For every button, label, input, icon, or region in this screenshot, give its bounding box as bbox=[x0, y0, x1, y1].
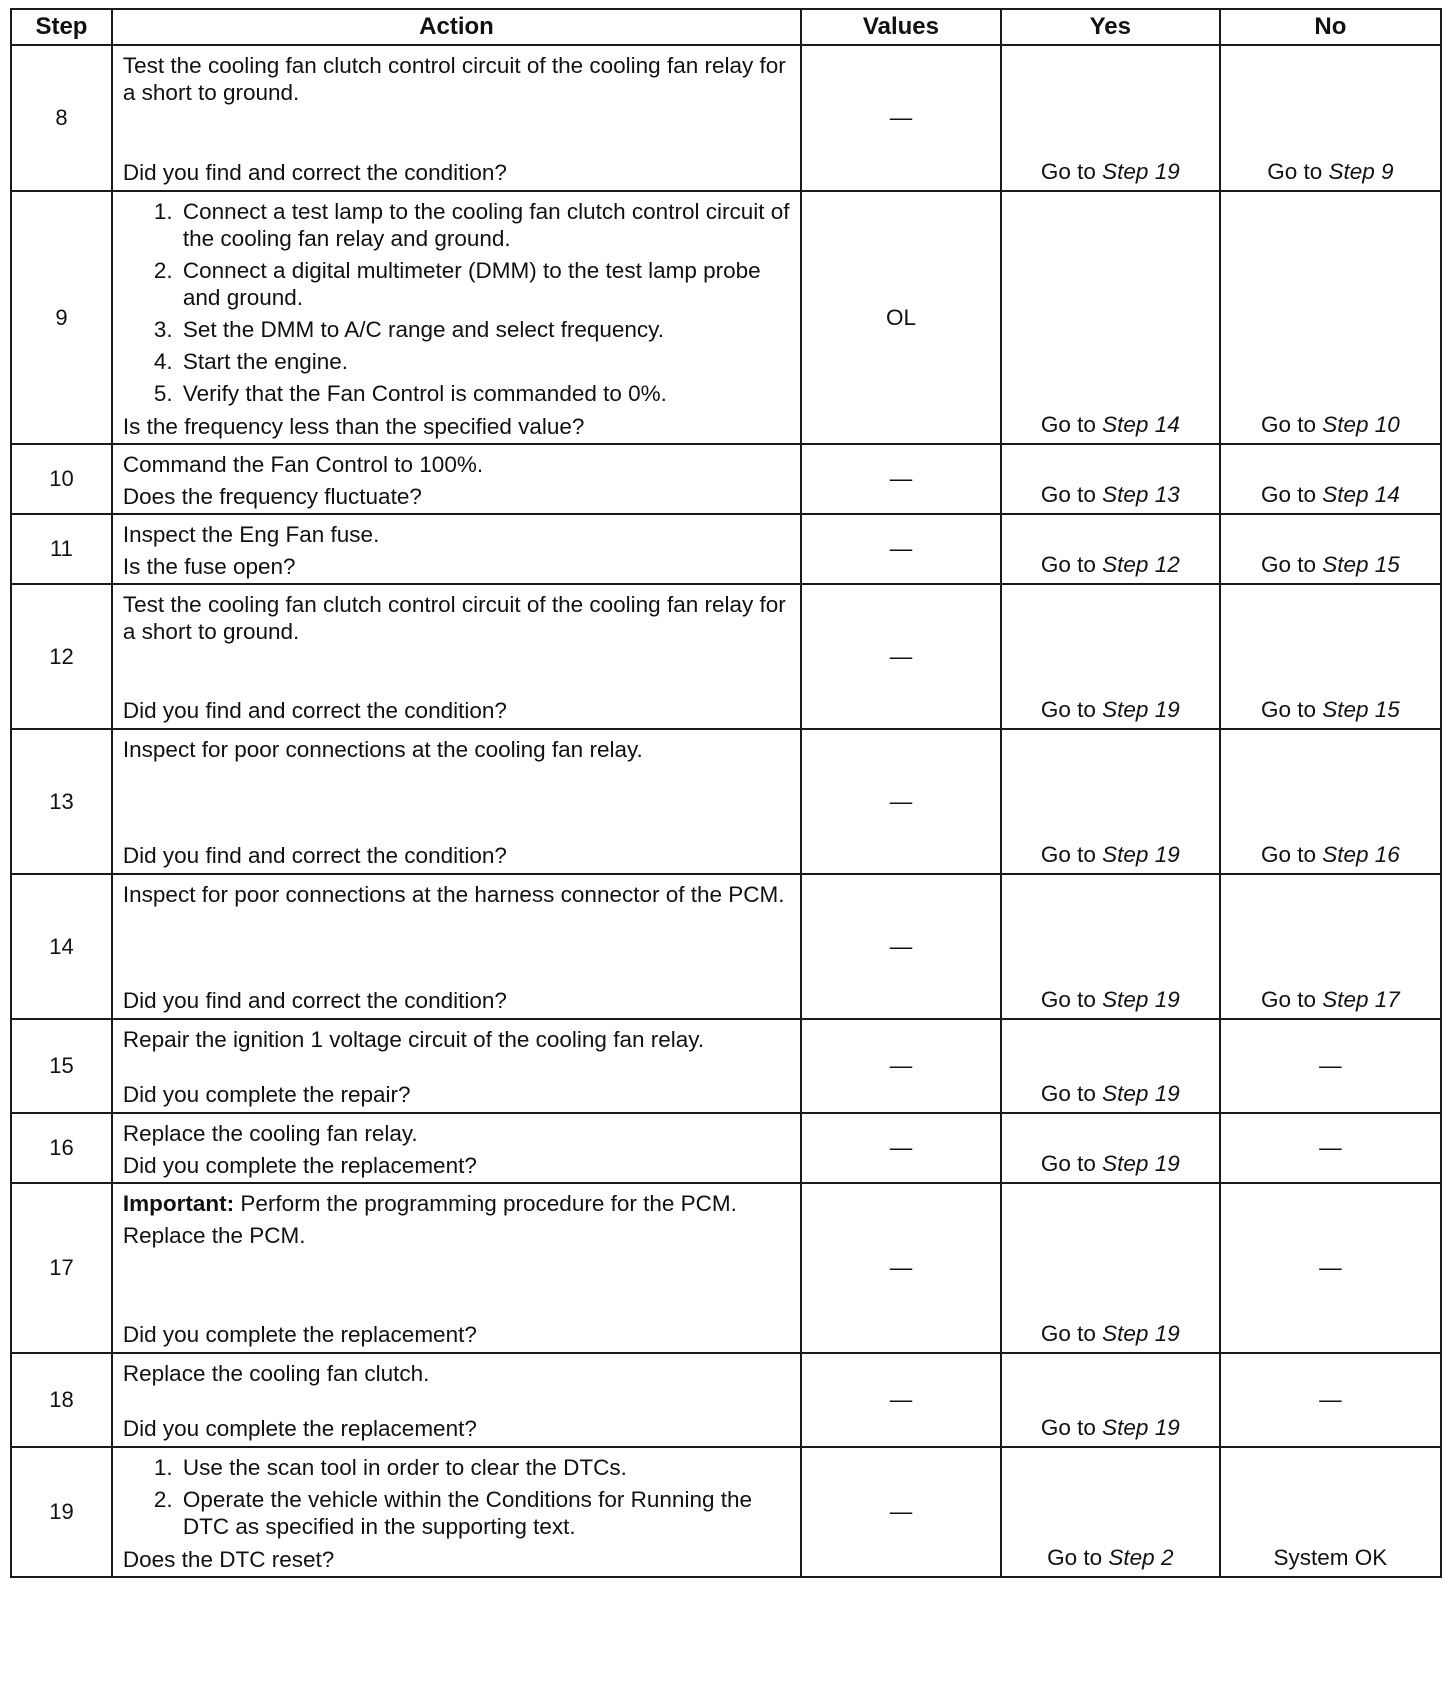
values-cell: — bbox=[801, 874, 1001, 1019]
action-question: Is the fuse open? bbox=[122, 554, 296, 579]
action-body bbox=[123, 521, 790, 553]
action-body bbox=[123, 591, 790, 650]
no-prefix: Go to bbox=[1260, 552, 1316, 577]
table-row bbox=[11, 1447, 1441, 1577]
no-step-link: Step 16 bbox=[1322, 842, 1400, 867]
no-cell bbox=[1220, 874, 1441, 1019]
no-dash: — bbox=[1319, 1053, 1342, 1078]
action-question: Does the frequency fluctuate? bbox=[122, 484, 422, 509]
step-number: 17 bbox=[11, 1183, 112, 1353]
action-question: Did you find and correct the condition? bbox=[122, 843, 507, 868]
yes-prefix: Go to bbox=[1040, 842, 1096, 867]
action-cell bbox=[112, 45, 801, 191]
table-row bbox=[11, 1113, 1441, 1183]
action-text: Repair the ignition 1 voltage circuit of the cooling fan relay. bbox=[122, 1027, 705, 1052]
step-number: 13 bbox=[11, 729, 112, 874]
yes-prefix: Go to bbox=[1040, 482, 1096, 507]
values-cell: — bbox=[801, 1183, 1001, 1353]
no-step-link: Step 9 bbox=[1328, 159, 1394, 184]
step-number: 16 bbox=[11, 1113, 112, 1183]
important-label: Important: bbox=[122, 1191, 235, 1216]
action-cell bbox=[112, 444, 801, 514]
table-body bbox=[11, 45, 1441, 1577]
action-text: Inspect for poor connections at the harness connector of the PCM. bbox=[122, 882, 785, 907]
step-number: 10 bbox=[11, 444, 112, 514]
action-body bbox=[123, 1120, 790, 1152]
yes-prefix: Go to bbox=[1040, 697, 1096, 722]
yes-step-link: Step 19 bbox=[1102, 697, 1180, 722]
action-question: Is the frequency less than the specified value? bbox=[122, 414, 585, 439]
no-cell bbox=[1220, 45, 1441, 191]
table-row bbox=[11, 874, 1441, 1019]
no-step-link: Step 15 bbox=[1322, 552, 1400, 577]
no-prefix: Go to bbox=[1260, 842, 1316, 867]
values-cell: — bbox=[801, 729, 1001, 874]
yes-prefix: Go to bbox=[1040, 1321, 1096, 1346]
action-body bbox=[123, 881, 790, 913]
action-question: Does the DTC reset? bbox=[122, 1547, 335, 1572]
yes-cell bbox=[1001, 584, 1220, 729]
header-values: Values bbox=[801, 9, 1001, 45]
yes-cell bbox=[1001, 514, 1220, 584]
step-number: 11 bbox=[11, 514, 112, 584]
yes-step-link: Step 19 bbox=[1102, 842, 1180, 867]
yes-cell bbox=[1001, 874, 1220, 1019]
yes-step-link: Step 12 bbox=[1102, 552, 1180, 577]
no-cell bbox=[1220, 1019, 1441, 1113]
no-step-link: Step 15 bbox=[1322, 697, 1400, 722]
action-text: Test the cooling fan clutch control circuit of the cooling fan relay for a short to ground. bbox=[122, 592, 786, 644]
header-no: No bbox=[1220, 9, 1441, 45]
action-cell bbox=[112, 1113, 801, 1183]
action-cell bbox=[112, 1447, 801, 1577]
no-prefix: Go to bbox=[1260, 482, 1316, 507]
action-body bbox=[123, 198, 790, 413]
action-body bbox=[123, 451, 790, 483]
yes-prefix: Go to bbox=[1040, 1081, 1096, 1106]
action-steps-list bbox=[123, 1454, 790, 1540]
yes-prefix: Go to bbox=[1040, 1415, 1096, 1440]
action-question: Did you complete the replacement? bbox=[122, 1322, 477, 1347]
yes-prefix: Go to bbox=[1047, 1545, 1103, 1570]
yes-step-link: Step 14 bbox=[1102, 412, 1180, 437]
action-text: Inspect the Eng Fan fuse. bbox=[122, 522, 380, 547]
yes-cell bbox=[1001, 1353, 1220, 1447]
action-text: Inspect for poor connections at the cooling fan relay. bbox=[122, 737, 643, 762]
no-cell bbox=[1220, 1353, 1441, 1447]
yes-step-link: Step 19 bbox=[1102, 987, 1180, 1012]
table-row bbox=[11, 1019, 1441, 1113]
action-cell bbox=[112, 191, 801, 444]
action-text: Replace the cooling fan clutch. bbox=[122, 1361, 430, 1386]
table-row bbox=[11, 1353, 1441, 1447]
table-row bbox=[11, 191, 1441, 444]
table-row bbox=[11, 584, 1441, 729]
values-cell: — bbox=[801, 514, 1001, 584]
no-prefix: Go to bbox=[1267, 159, 1323, 184]
action-step-item: 5. Verify that the Fan Control is commanded to 0%. bbox=[179, 380, 790, 407]
step-number: 8 bbox=[11, 45, 112, 191]
action-text: Command the Fan Control to 100%. bbox=[122, 452, 484, 477]
action-cell bbox=[112, 584, 801, 729]
header-yes: Yes bbox=[1001, 9, 1220, 45]
action-body bbox=[123, 1026, 790, 1058]
no-cell bbox=[1220, 191, 1441, 444]
no-prefix: Go to bbox=[1260, 412, 1316, 437]
action-body bbox=[123, 1454, 790, 1546]
no-step-link: Step 14 bbox=[1322, 482, 1400, 507]
step-number: 14 bbox=[11, 874, 112, 1019]
yes-prefix: Go to bbox=[1040, 987, 1096, 1012]
action-question: Did you find and correct the condition? bbox=[122, 160, 507, 185]
action-body bbox=[123, 1360, 790, 1392]
action-body bbox=[123, 1190, 790, 1254]
no-text: System OK bbox=[1273, 1545, 1388, 1570]
action-cell bbox=[112, 1019, 801, 1113]
step-number: 19 bbox=[11, 1447, 112, 1577]
step-number: 12 bbox=[11, 584, 112, 729]
header-action: Action bbox=[112, 9, 801, 45]
yes-cell bbox=[1001, 729, 1220, 874]
yes-step-link: Step 19 bbox=[1102, 159, 1180, 184]
no-cell bbox=[1220, 444, 1441, 514]
table-header-row bbox=[11, 9, 1441, 45]
step-number: 15 bbox=[11, 1019, 112, 1113]
yes-cell bbox=[1001, 1183, 1220, 1353]
yes-cell bbox=[1001, 1447, 1220, 1577]
action-body bbox=[123, 736, 790, 768]
table-row bbox=[11, 514, 1441, 584]
action-step-item: 2. Connect a digital multimeter (DMM) to the test lamp probe and ground. bbox=[179, 257, 790, 311]
yes-step-link: Step 2 bbox=[1108, 1545, 1174, 1570]
values-cell: — bbox=[801, 1019, 1001, 1113]
action-step-item: 1. Connect a test lamp to the cooling fan clutch control circuit of the cooling fan relay and ground. bbox=[179, 198, 790, 252]
yes-step-link: Step 19 bbox=[1102, 1321, 1180, 1346]
action-question: Did you complete the replacement? bbox=[122, 1153, 477, 1178]
values-cell: — bbox=[801, 45, 1001, 191]
header-step: Step bbox=[11, 9, 112, 45]
action-cell bbox=[112, 514, 801, 584]
yes-cell bbox=[1001, 1113, 1220, 1183]
no-step-link: Step 10 bbox=[1322, 412, 1400, 437]
action-cell bbox=[112, 1353, 801, 1447]
no-cell bbox=[1220, 1447, 1441, 1577]
table-row bbox=[11, 444, 1441, 514]
values-cell: — bbox=[801, 1447, 1001, 1577]
no-prefix: Go to bbox=[1260, 987, 1316, 1012]
yes-step-link: Step 19 bbox=[1102, 1081, 1180, 1106]
table-row bbox=[11, 1183, 1441, 1353]
step-number: 18 bbox=[11, 1353, 112, 1447]
no-cell bbox=[1220, 584, 1441, 729]
action-body bbox=[123, 52, 790, 111]
values-cell: — bbox=[801, 584, 1001, 729]
values-cell: — bbox=[801, 1113, 1001, 1183]
yes-prefix: Go to bbox=[1040, 159, 1096, 184]
step-number: 9 bbox=[11, 191, 112, 444]
action-cell bbox=[112, 729, 801, 874]
yes-prefix: Go to bbox=[1040, 1151, 1096, 1176]
yes-step-link: Step 13 bbox=[1102, 482, 1180, 507]
diagnostic-table-sheet bbox=[10, 8, 1442, 1578]
table-row bbox=[11, 729, 1441, 874]
values-cell: — bbox=[801, 1353, 1001, 1447]
no-prefix: Go to bbox=[1260, 697, 1316, 722]
no-dash: — bbox=[1319, 1135, 1342, 1160]
yes-step-link: Step 19 bbox=[1102, 1415, 1180, 1440]
action-step-item: 2. Operate the vehicle within the Conditions for Running the DTC as specified in the supporting text. bbox=[179, 1486, 790, 1540]
yes-cell bbox=[1001, 444, 1220, 514]
action-text: Replace the PCM. bbox=[122, 1223, 306, 1248]
action-text: Test the cooling fan clutch control circuit of the cooling fan relay for a short to ground. bbox=[122, 53, 786, 105]
no-cell bbox=[1220, 1113, 1441, 1183]
yes-prefix: Go to bbox=[1040, 552, 1096, 577]
yes-cell bbox=[1001, 1019, 1220, 1113]
no-dash: — bbox=[1319, 1255, 1342, 1280]
table-row bbox=[11, 45, 1441, 191]
action-question: Did you complete the repair? bbox=[122, 1082, 411, 1107]
action-text: Replace the cooling fan relay. bbox=[122, 1121, 418, 1146]
diagnostic-table bbox=[10, 8, 1442, 1578]
action-steps-list bbox=[123, 198, 790, 407]
important-note bbox=[123, 1190, 790, 1217]
values-cell: OL bbox=[801, 191, 1001, 444]
action-cell bbox=[112, 1183, 801, 1353]
no-cell bbox=[1220, 729, 1441, 874]
action-step-item: 4. Start the engine. bbox=[179, 348, 790, 375]
action-cell bbox=[112, 874, 801, 1019]
yes-cell bbox=[1001, 45, 1220, 191]
yes-cell bbox=[1001, 191, 1220, 444]
action-question: Did you complete the replacement? bbox=[122, 1416, 477, 1441]
action-step-item: 3. Set the DMM to A/C range and select frequency. bbox=[179, 316, 790, 343]
yes-prefix: Go to bbox=[1040, 412, 1096, 437]
no-step-link: Step 17 bbox=[1322, 987, 1400, 1012]
action-step-item: 1. Use the scan tool in order to clear the DTCs. bbox=[179, 1454, 790, 1481]
no-cell bbox=[1220, 1183, 1441, 1353]
action-question: Did you find and correct the condition? bbox=[122, 698, 507, 723]
action-question: Did you find and correct the condition? bbox=[122, 988, 507, 1013]
yes-step-link: Step 19 bbox=[1102, 1151, 1180, 1176]
important-text: Perform the programming procedure for the PCM. bbox=[240, 1191, 737, 1216]
no-dash: — bbox=[1319, 1387, 1342, 1412]
no-cell bbox=[1220, 514, 1441, 584]
values-cell: — bbox=[801, 444, 1001, 514]
